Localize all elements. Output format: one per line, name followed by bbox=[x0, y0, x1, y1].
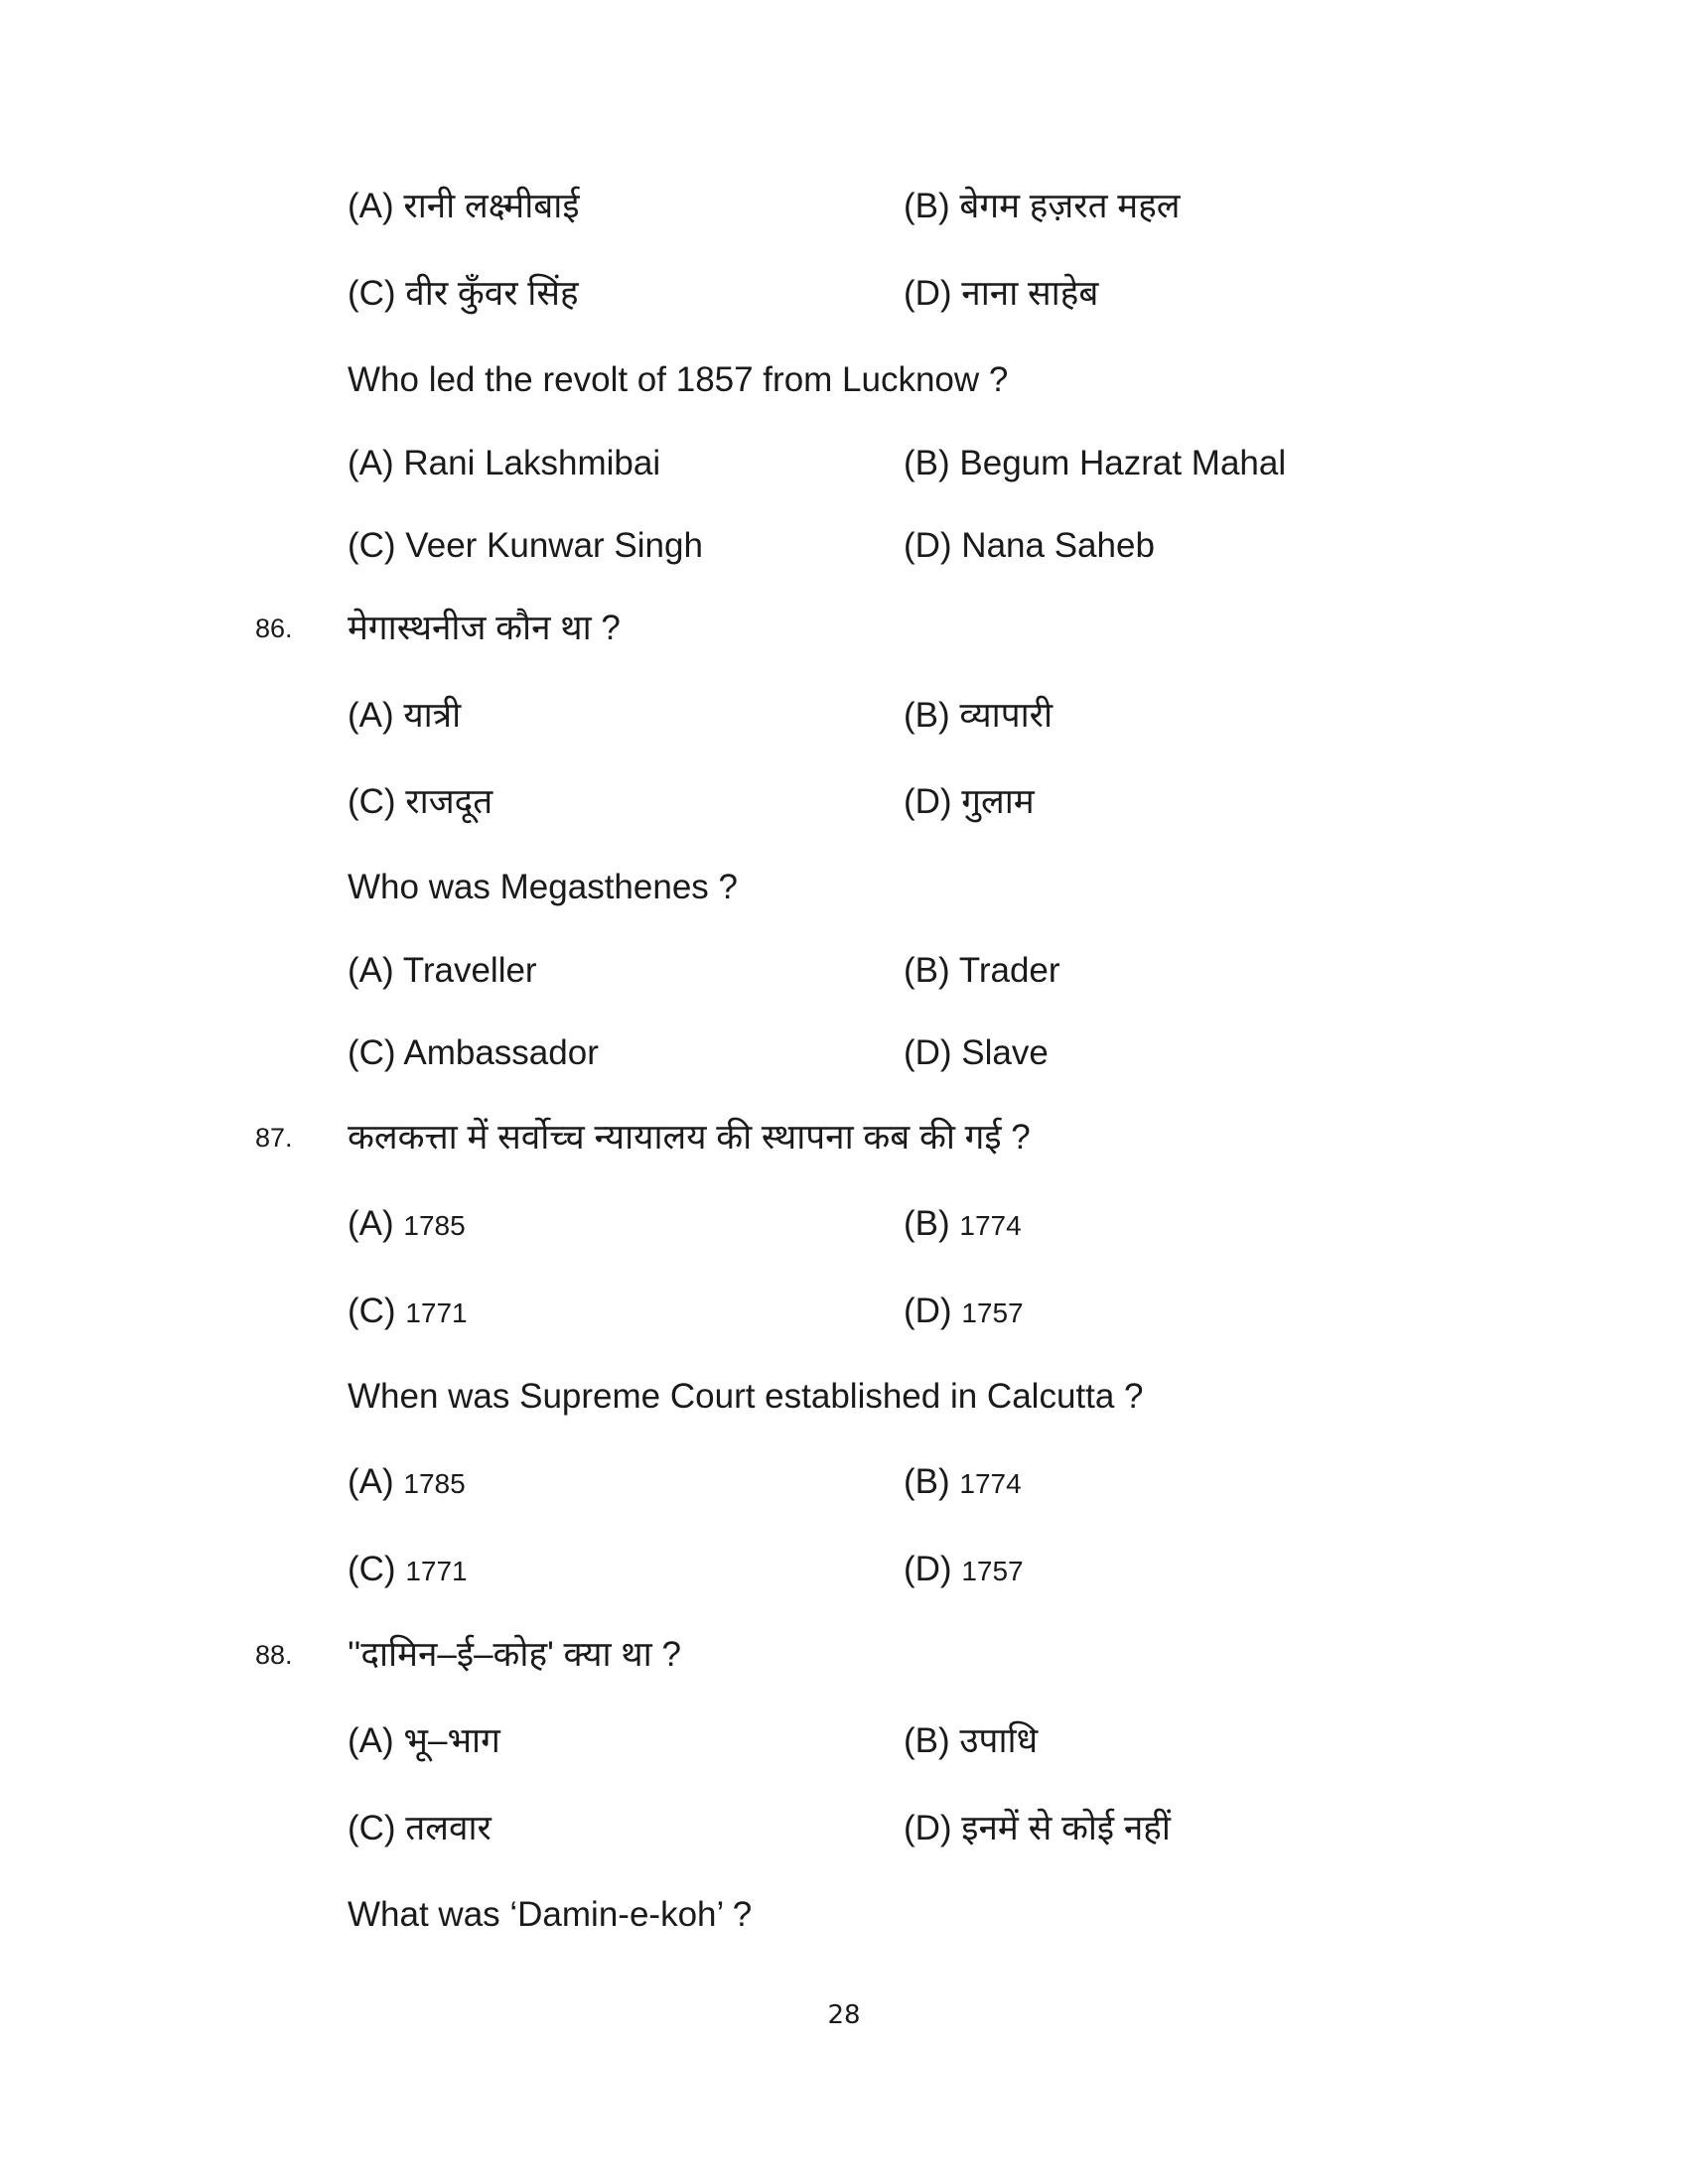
option-a bbox=[348, 1199, 466, 1251]
option-a: (A) यात्री bbox=[348, 696, 462, 735]
question-number: 86. bbox=[255, 614, 293, 643]
question-number: 88. bbox=[255, 1640, 293, 1670]
option-d: (D) नाना साहेब bbox=[904, 274, 1099, 313]
option-b: (B) उपाधि bbox=[904, 1721, 1039, 1760]
option-c: (C) राजदूत bbox=[348, 782, 493, 821]
q88-hindi-options-row-1 bbox=[0, 1716, 1688, 1766]
option-value: 1757 bbox=[961, 1556, 1024, 1586]
q87-hindi-options-row-2 bbox=[0, 1287, 1688, 1336]
q87-english-question bbox=[0, 1372, 1688, 1422]
option-a: (A) Rani Lakshmibai bbox=[348, 444, 661, 482]
option-a: (A) भू–भाग bbox=[348, 1721, 500, 1760]
q88-english-question bbox=[0, 1890, 1688, 1940]
q85-english-options-row-2 bbox=[0, 521, 1688, 571]
option-value: 1774 bbox=[959, 1468, 1022, 1499]
question-text: Who was Megasthenes ? bbox=[348, 868, 738, 906]
question-text: When was Supreme Court established in Calcutta ? bbox=[348, 1377, 1144, 1416]
question-number: 87. bbox=[255, 1123, 293, 1153]
option-d: (D) गुलाम bbox=[904, 782, 1035, 821]
option-label: (C) bbox=[348, 1292, 396, 1330]
option-c: (C) Ambassador bbox=[348, 1033, 599, 1072]
option-c bbox=[348, 1545, 468, 1596]
option-c: (C) Veer Kunwar Singh bbox=[348, 526, 703, 565]
option-value: 1757 bbox=[961, 1297, 1024, 1328]
option-b: (B) व्यापारी bbox=[904, 696, 1054, 735]
q87-english-options-row-1 bbox=[0, 1457, 1688, 1507]
option-a: (A) Traveller bbox=[348, 951, 537, 990]
option-value: 1771 bbox=[405, 1297, 468, 1328]
q87-english-options-row-2 bbox=[0, 1545, 1688, 1594]
q85-hindi-options-row-1 bbox=[0, 182, 1688, 231]
option-b bbox=[904, 1457, 1022, 1509]
q86-english-options-row-2 bbox=[0, 1028, 1688, 1078]
option-b: (B) Begum Hazrat Mahal bbox=[904, 444, 1287, 482]
option-c: (C) तलवार bbox=[348, 1809, 492, 1847]
option-label: (B) bbox=[904, 1462, 950, 1501]
q86-english-question bbox=[0, 863, 1688, 912]
option-value: 1774 bbox=[959, 1210, 1022, 1241]
q87-hindi-question bbox=[0, 1113, 1688, 1162]
option-b bbox=[904, 1199, 1022, 1251]
question-text: ''दामिन–ई–कोह' क्या था ? bbox=[348, 1635, 681, 1674]
q86-english-options-row-1 bbox=[0, 946, 1688, 996]
q85-hindi-options-row-2 bbox=[0, 269, 1688, 319]
q86-hindi-options-row-2 bbox=[0, 777, 1688, 827]
question-text: Who led the revolt of 1857 from Lucknow ? bbox=[348, 360, 1009, 399]
option-value: 1785 bbox=[403, 1210, 466, 1241]
option-value: 1771 bbox=[405, 1556, 468, 1586]
option-label: (C) bbox=[348, 1550, 396, 1588]
option-label: (A) bbox=[348, 1204, 394, 1243]
option-label: (D) bbox=[904, 1550, 952, 1588]
page-number: 28 bbox=[827, 2000, 861, 2030]
option-b: (B) बेगम हज़रत महल bbox=[904, 187, 1181, 225]
option-label: (A) bbox=[348, 1462, 394, 1501]
option-d: (D) Slave bbox=[904, 1033, 1049, 1072]
option-d: (D) इनमें से कोई नहीं bbox=[904, 1809, 1171, 1847]
question-text: कलकत्ता में सर्वोच्च न्यायालय की स्थापना कब की गई ? bbox=[348, 1118, 1031, 1157]
option-label: (D) bbox=[904, 1292, 952, 1330]
q88-hindi-question bbox=[0, 1630, 1688, 1680]
option-c bbox=[348, 1287, 468, 1338]
question-text: What was ‘Damin-e-koh’ ? bbox=[348, 1895, 753, 1934]
option-d: (D) Nana Saheb bbox=[904, 526, 1155, 565]
option-d bbox=[904, 1545, 1024, 1596]
option-value: 1785 bbox=[403, 1468, 466, 1499]
q85-english-options-row-1 bbox=[0, 439, 1688, 488]
option-label: (B) bbox=[904, 1204, 950, 1243]
option-d bbox=[904, 1287, 1024, 1338]
q86-hindi-question bbox=[0, 604, 1688, 653]
option-a: (A) रानी लक्ष्मीबाई bbox=[348, 187, 580, 225]
question-text: मेगास्थनीज कौन था ? bbox=[348, 609, 621, 647]
option-b: (B) Trader bbox=[904, 951, 1060, 990]
q87-hindi-options-row-1 bbox=[0, 1199, 1688, 1249]
q88-hindi-options-row-2 bbox=[0, 1804, 1688, 1853]
q85-english-question bbox=[0, 355, 1688, 405]
option-c: (C) वीर कुँवर सिंह bbox=[348, 274, 579, 313]
option-a bbox=[348, 1457, 466, 1509]
q86-hindi-options-row-1 bbox=[0, 691, 1688, 741]
